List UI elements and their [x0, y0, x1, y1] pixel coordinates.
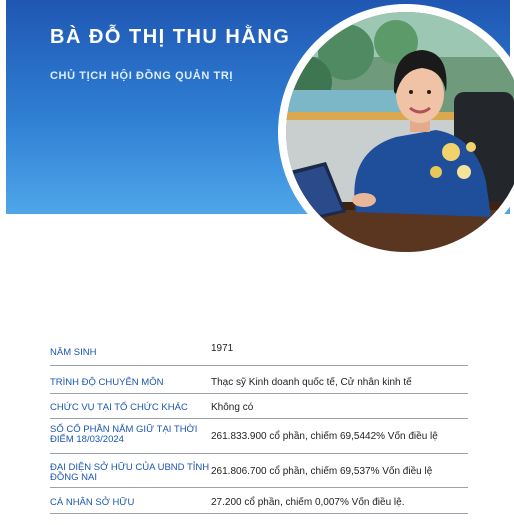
info-row-education: [50, 366, 468, 394]
info-value: 1971: [211, 343, 234, 354]
profile-name: BÀ ĐỖ THỊ THU HẰNG: [50, 26, 291, 48]
info-value: Không có: [211, 402, 254, 413]
info-label: CHỨC VỤ TẠI TỔ CHỨC KHÁC: [50, 402, 188, 413]
info-label: CÁ NHÂN SỞ HỮU: [50, 497, 135, 508]
info-value: 27.200 cổ phần, chiếm 0,007% Vốn điều lệ.: [211, 497, 405, 508]
info-label: ĐẠI DIỆN SỞ HỮU CỦA UBND TỈNH ĐỒNG NAI: [50, 462, 210, 483]
info-label: NĂM SINH: [50, 347, 97, 358]
info-value: 261.806.700 cổ phần, chiếm 69,537% Vốn điều lệ: [211, 466, 433, 477]
info-label: TRÌNH ĐỘ CHUYÊN MÔN: [50, 377, 164, 388]
portrait-photo: [286, 12, 514, 252]
info-value: Thạc sỹ Kinh doanh quốc tế, Cử nhân kinh tế: [211, 377, 412, 388]
info-value: 261.833.900 cổ phần, chiếm 69,5442% Vốn điều lệ: [211, 431, 438, 442]
info-row-birth-year: [50, 341, 468, 366]
info-row-other-positions: [50, 394, 468, 419]
info-table: [50, 341, 468, 514]
info-row-personal-ownership: [50, 488, 468, 514]
info-row-shares-held: [50, 419, 468, 454]
profile-title: CHỦ TỊCH HỘI ĐỒNG QUẢN TRỊ: [50, 70, 234, 82]
info-label: SỐ CỔ PHẦN NẮM GIỮ TẠI THỜI ĐIỂM 18/03/2024: [50, 424, 198, 445]
info-row-representative-ownership: [50, 454, 468, 488]
